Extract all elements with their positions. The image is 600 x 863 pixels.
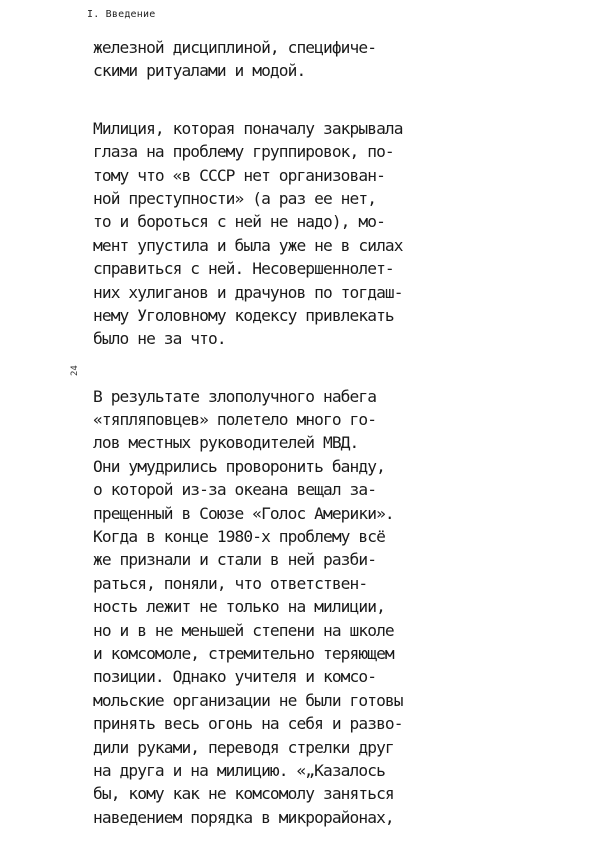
- text-line: Милиция, которая поначалу закрывала: [93, 118, 403, 138]
- text-line: о которой из-за океана вещал за-: [93, 480, 377, 500]
- text-line: но и в не меньшей степени на школе: [93, 620, 394, 640]
- text-line: прещенный в Союзе «Голос Америки».: [93, 503, 394, 523]
- text-line: лов местных руководителей МВД.: [93, 433, 359, 453]
- text-line: мольские организации не были готовы: [93, 690, 403, 710]
- text-line: мент упустила и была уже не в силах: [93, 235, 403, 255]
- text-line: нему Уголовному кодексу привлекать: [93, 305, 394, 325]
- text-line: В результате злополучного набега: [93, 386, 377, 406]
- text-line: позиции. Однако учителя и комсо-: [93, 667, 377, 687]
- text-line: и комсомоле, стремительно теряющем: [93, 643, 394, 663]
- text-line: дили руками, переводя стрелки друг: [93, 737, 394, 757]
- text-line: бы, кому как не комсомолу заняться: [93, 784, 394, 804]
- paragraph: [93, 117, 593, 351]
- text-line: ной преступности» (а раз ее нет,: [93, 188, 377, 208]
- text-line: наведением порядка в микрорайонах,: [93, 807, 394, 827]
- text-line: ность лежит не только на милиции,: [93, 597, 385, 617]
- text-line: «тяпляповцев» полетело много го-: [93, 410, 377, 430]
- text-line: было не за что.: [93, 329, 226, 349]
- paragraph: [93, 385, 593, 829]
- text-line: скими ритуалами и модой.: [93, 61, 306, 81]
- text-line: Они умудрились проворонить банду,: [93, 456, 385, 476]
- text-line: справиться с ней. Несовершеннолет-: [93, 259, 394, 279]
- text-line: на друга и на милицию. «„Казалось: [93, 760, 385, 780]
- text-line: же признали и стали в ней разби-: [93, 550, 377, 570]
- text-line: то и бороться с ней не надо), мо-: [93, 212, 385, 232]
- text-line: глаза на проблему группировок, по-: [93, 142, 394, 162]
- text-line: принять весь огонь на себя и разво-: [93, 714, 403, 734]
- text-line: них хулиганов и драчунов по тогдаш-: [93, 282, 403, 302]
- body-text: [93, 36, 593, 863]
- page-number: 24: [70, 365, 80, 376]
- paragraph: [93, 36, 593, 83]
- running-head: I. Введение: [87, 9, 156, 20]
- text-line: Когда в конце 1980-х проблему всё: [93, 527, 385, 547]
- text-line: железной дисциплиной, специфиче-: [93, 38, 377, 57]
- text-line: раться, поняли, что ответствен-: [93, 573, 368, 593]
- text-line: тому что «в СССР нет организован-: [93, 165, 385, 185]
